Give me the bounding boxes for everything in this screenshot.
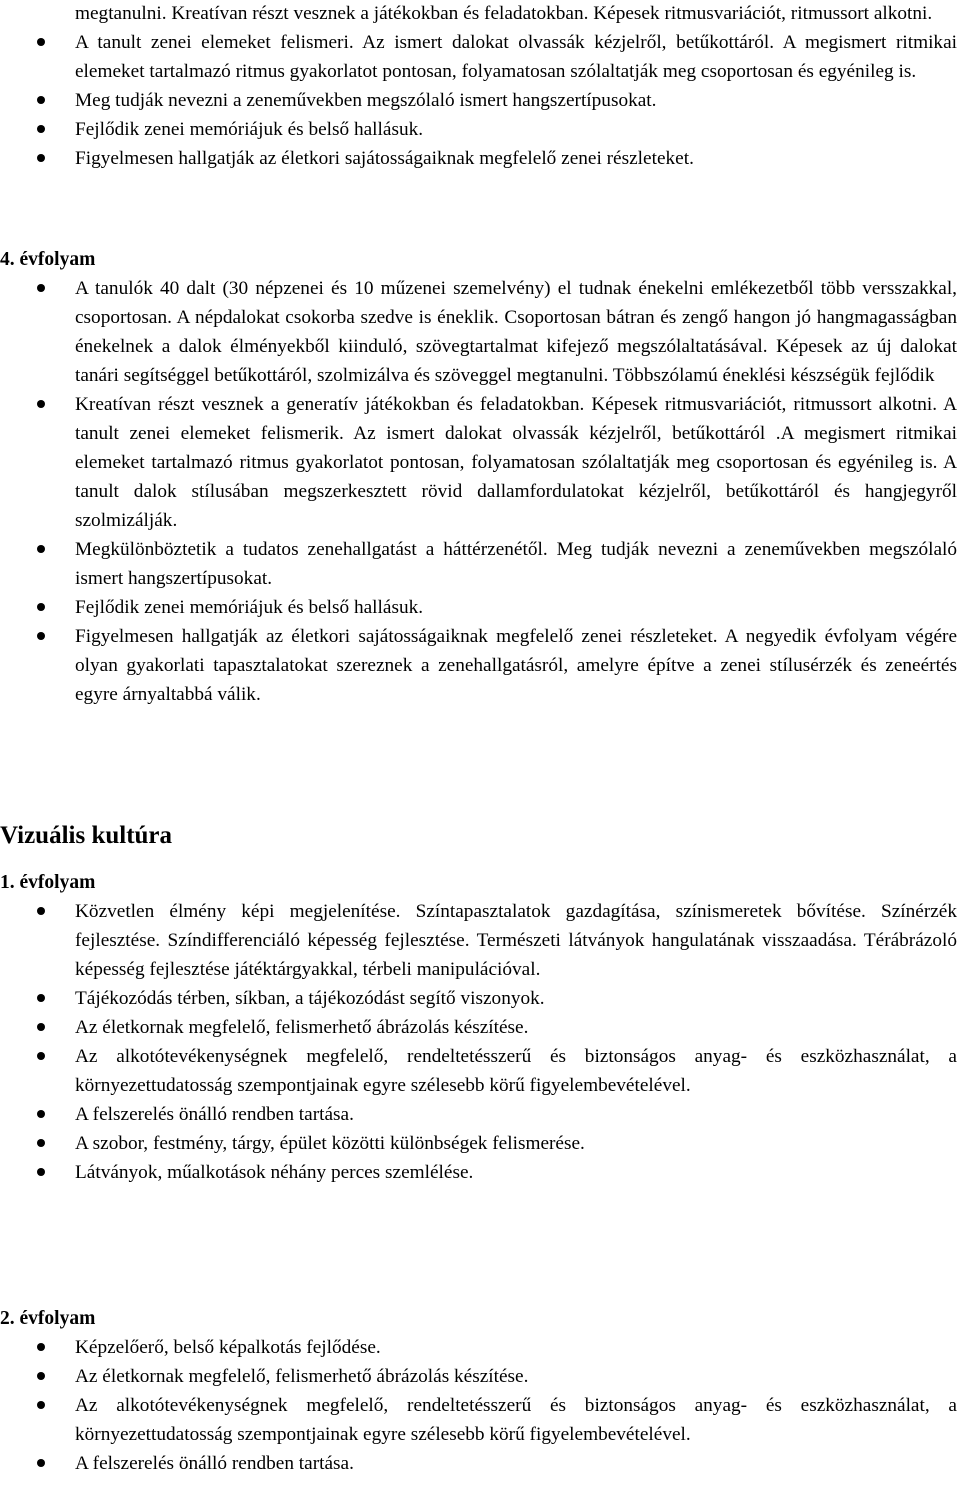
bullet-icon xyxy=(37,1459,45,1467)
list-item-text: Megkülönböztetik a tudatos zenehallgatást a háttérzenétől. Meg tudják nevezni a zeneművekben megszólaló ismert hangszertípusokat. xyxy=(75,539,957,589)
list-item-text: A tanulók 40 dalt (30 népzenei és 10 műzenei szemelvény) el tudnak énekelni emlékezetből több versszakkal, csoportosan. A népdalokat csokorba szedve is éneklik. Csoportosan bátran és zengő hangon jó hangmagasságban énekelnek a dalok élményekből kiinduló, szövegtartalmat kifejező megszólaltatásával. Képesek az új dalokat tanári segítséggel betűkottáról, szolmizálva és szöveggel megtanulni. Többszólamú éneklési készségük fejlődik xyxy=(75,278,957,386)
bullet-icon xyxy=(37,1372,45,1380)
bullet-icon xyxy=(37,284,45,292)
list-item-text: A tanult zenei elemeket felismeri. Az ismert dalokat olvassák kézjelről, betűkottáról. A megismert ritmikai elemeket tartalmazó ritmus gyakorlatot pontosan, folyamatosan szólaltatják meg csoportosan és egyénileg is. xyxy=(75,32,957,82)
grade-2-heading: 2. évfolyam xyxy=(0,1308,96,1329)
list-item xyxy=(0,274,960,390)
bullet-icon xyxy=(37,1023,45,1031)
list-item xyxy=(0,0,960,28)
list-item-text: Közvetlen élmény képi megjelenítése. Színtapasztalatok gazdagítása, színismeretek bővítése. Színérzék fejlesztése. Színdifferenciáló képesség fejlesztése. Természeti látványok hangulatának visszaadása. Térábrázoló képesség fejlesztése játéktárgyakkal, térbeli manipulációval. xyxy=(75,901,957,980)
list-item xyxy=(0,1100,960,1129)
list-item xyxy=(0,897,960,984)
bullet-icon xyxy=(37,400,45,408)
bullet-icon xyxy=(37,154,45,162)
list-item xyxy=(0,1013,960,1042)
list-item xyxy=(0,622,960,709)
grade-4-heading: 4. évfolyam xyxy=(0,249,96,270)
list-item-text: Fejlődik zenei memóriájuk és belső hallásuk. xyxy=(75,119,424,140)
bullet-icon xyxy=(37,907,45,915)
bullet-icon xyxy=(37,603,45,611)
list-item xyxy=(0,1129,960,1158)
list-item xyxy=(0,86,960,115)
bullet-icon xyxy=(37,1139,45,1147)
list-item-text: Látványok, műalkotások néhány perces szemlélése. xyxy=(75,1162,474,1183)
list-item-text: A felszerelés önálló rendben tartása. xyxy=(75,1453,354,1474)
list-item xyxy=(0,1042,960,1100)
list-item-text: Fejlődik zenei memóriájuk és belső hallásuk. xyxy=(75,597,424,618)
list-item-text: A felszerelés önálló rendben tartása. xyxy=(75,1104,354,1125)
top-list xyxy=(0,0,960,173)
list-item xyxy=(0,115,960,144)
bullet-icon xyxy=(37,632,45,640)
grade-1-heading: 1. évfolyam xyxy=(0,872,96,893)
bullet-icon xyxy=(37,38,45,46)
list-item-text: Képzelőerő, belső képalkotás fejlődése. xyxy=(75,1337,381,1358)
list-item-text: Tájékozódás térben, síkban, a tájékozódást segítő viszonyok. xyxy=(75,988,545,1009)
list-item xyxy=(0,390,960,535)
bullet-icon xyxy=(37,994,45,1002)
section-title: Vizuális kultúra xyxy=(0,822,173,849)
list-item-text: megtanulni. Kreatívan részt vesznek a játékokban és feladatokban. Képesek ritmusvariációt, ritmussort alkotni. xyxy=(75,3,933,24)
list-item-text: Az alkotótevékenységnek megfelelő, rendeltetésszerű és biztonságos anyag- és eszközhasználat, a környezettudatosság szempontjainak egyre szélesebb körű figyelembevételével. xyxy=(75,1395,957,1445)
bullet-icon xyxy=(37,125,45,133)
list-item xyxy=(0,1333,960,1362)
list-item xyxy=(0,984,960,1013)
bullet-icon xyxy=(37,1052,45,1060)
bullet-icon xyxy=(37,545,45,553)
list-item xyxy=(0,1391,960,1449)
list-item-text: Kreatívan részt vesznek a generatív játékokban és feladatokban. Képesek ritmusvariációt, ritmussort alkotni. A tanult zenei elemeket felismerik. Az ismert dalokat olvassák kézjelről, betűkottáról .A megismert ritmikai elemeket tartalmazó ritmus gyakorlatot pontosan, folyamatosan szólaltatják meg csoportosan és egyénileg is. A tanult dalok stílusában megszerkesztett rövid dallamfordulatokat kézjelről, betűkottáról és hangjegyről szolmizálják. xyxy=(75,394,957,531)
grade-4-list xyxy=(0,274,960,709)
list-item xyxy=(0,144,960,173)
list-item-text: Az alkotótevékenységnek megfelelő, rendeltetésszerű és biztonságos anyag- és eszközhasználat, a környezettudatosság szempontjainak egyre szélesebb körű figyelembevételével. xyxy=(75,1046,957,1096)
bullet-icon xyxy=(37,1110,45,1118)
list-item-text: Az életkornak megfelelő, felismerhető ábrázolás készítése. xyxy=(75,1017,529,1038)
list-item xyxy=(0,1362,960,1391)
list-item-text: Figyelmesen hallgatják az életkori sajátosságaiknak megfelelő zenei részleteket. xyxy=(75,148,694,169)
list-item xyxy=(0,1158,960,1187)
list-item xyxy=(0,535,960,593)
list-item xyxy=(0,1449,960,1478)
bullet-icon xyxy=(37,1401,45,1409)
grade-2-list xyxy=(0,1333,960,1478)
list-item xyxy=(0,593,960,622)
list-item-text: Az életkornak megfelelő, felismerhető ábrázolás készítése. xyxy=(75,1366,529,1387)
list-item-text: Figyelmesen hallgatják az életkori sajátosságaiknak megfelelő zenei részleteket. A negyedik évfolyam végére olyan gyakorlati tapasztalatokat szereznek a zenehallgatásról, amelyre építve a zenei stílusérzék és zeneértés egyre árnyaltabbá válik. xyxy=(75,626,957,705)
grade-1-list xyxy=(0,897,960,1187)
list-item-text: Meg tudják nevezni a zeneművekben megszólaló ismert hangszertípusokat. xyxy=(75,90,657,111)
bullet-icon xyxy=(37,96,45,104)
list-item xyxy=(0,28,960,86)
bullet-icon xyxy=(37,1168,45,1176)
list-item-text: A szobor, festmény, tárgy, épület közötti különbségek felismerése. xyxy=(75,1133,585,1154)
bullet-icon xyxy=(37,1343,45,1351)
